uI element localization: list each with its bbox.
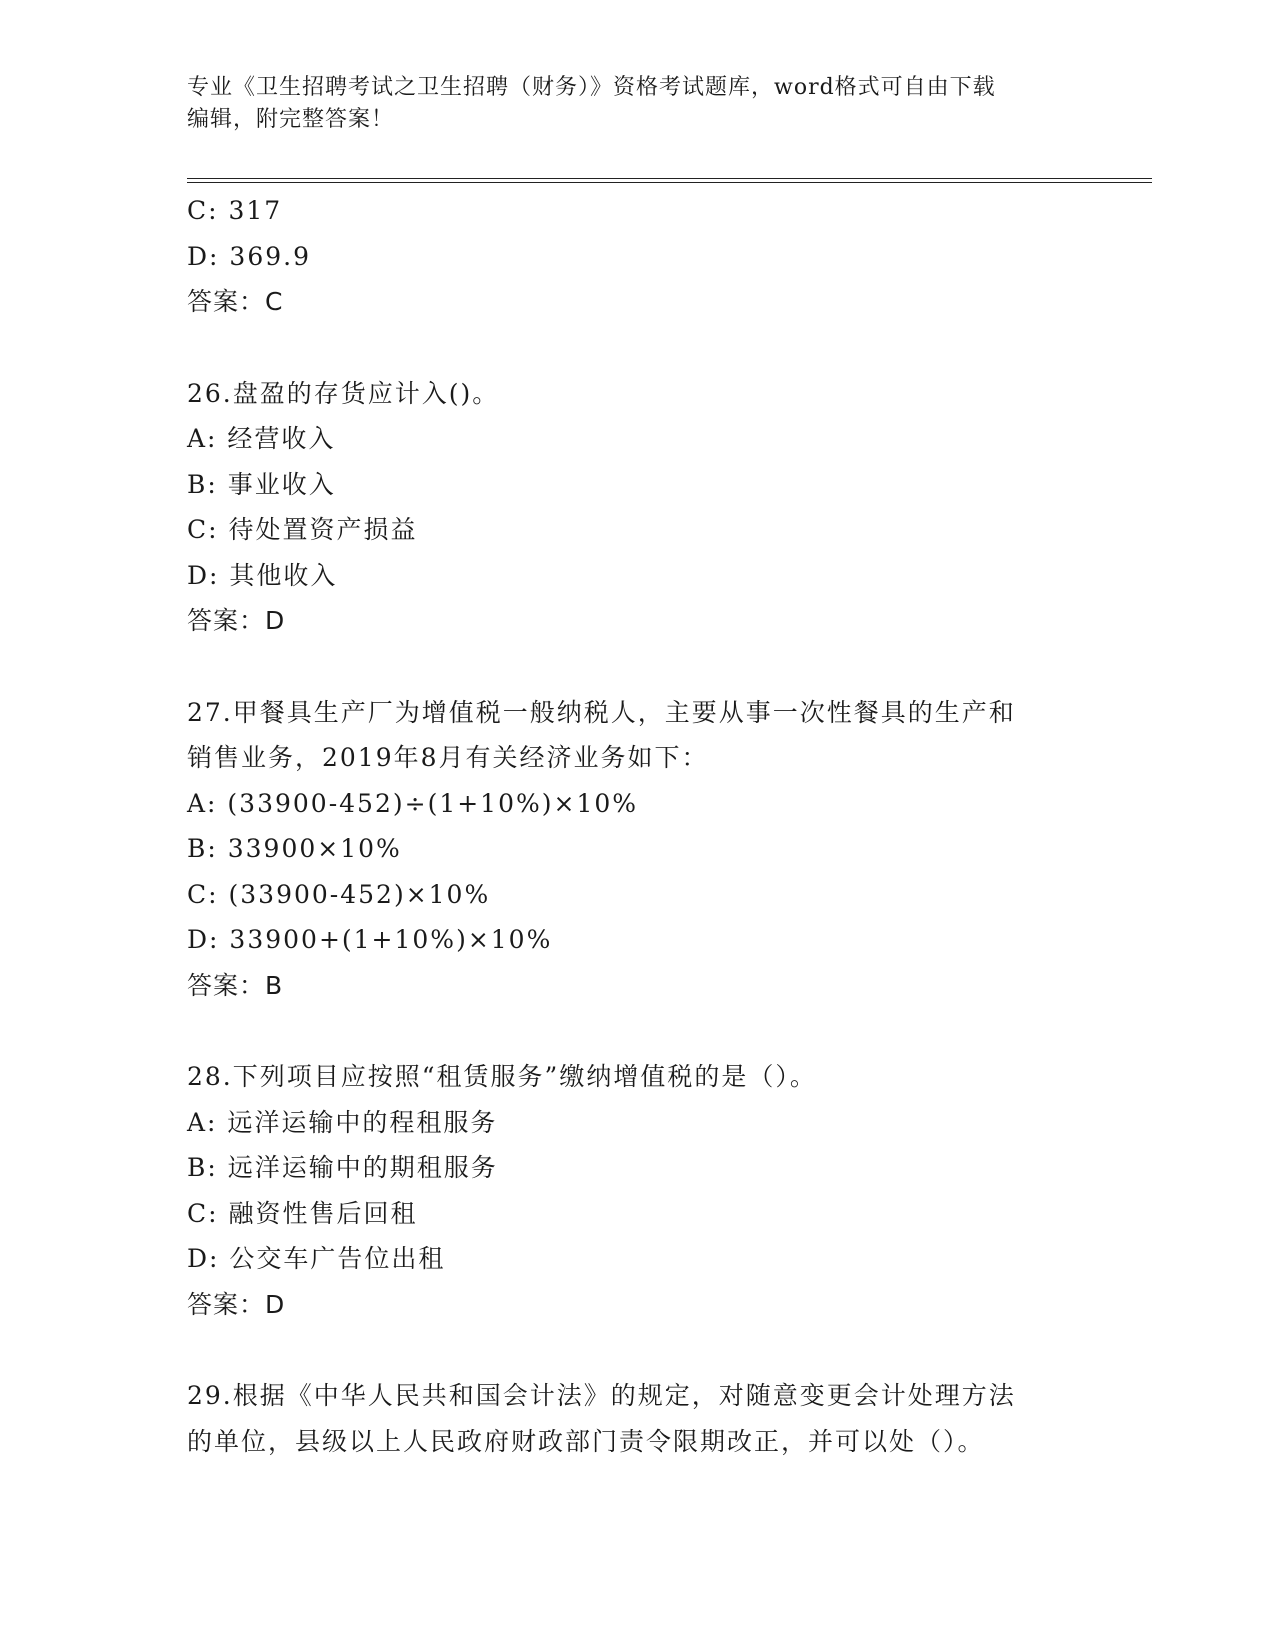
option-b: B: 远洋运输中的期租服务 bbox=[187, 1153, 498, 1182]
question-stem-line-2: 销售业务，2019年8月有关经济业务如下： bbox=[187, 743, 709, 772]
option-d: D: 其他收入 bbox=[187, 560, 338, 590]
question-26 bbox=[187, 371, 1087, 644]
answer-line: 答案：C bbox=[187, 287, 284, 316]
answer-line: 答案：B bbox=[187, 970, 284, 1000]
header-line-2: 编辑，附完整答案！ bbox=[187, 107, 395, 132]
option-d: D: 33900+(1+10%)×10% bbox=[187, 925, 553, 954]
question-28 bbox=[187, 1054, 1087, 1327]
option-c: C: 317 bbox=[187, 196, 283, 225]
question-29 bbox=[187, 1373, 1087, 1464]
spacer bbox=[187, 325, 1087, 371]
question-list bbox=[187, 188, 1087, 1464]
option-d: D: 公交车广告位出租 bbox=[187, 1244, 446, 1273]
option-d: D: 369.9 bbox=[187, 241, 311, 271]
question-stem: 28.下列项目应按照“租赁服务”缴纳增值税的是（）。 bbox=[187, 1062, 817, 1091]
header-line-1: 专业《卫生招聘考试之卫生招聘（财务）》资格考试题库，word格式可自由下载 bbox=[187, 75, 996, 100]
option-c: C: 融资性售后回租 bbox=[187, 1198, 418, 1228]
question-27 bbox=[187, 690, 1087, 1009]
question-stem: 26.盘盈的存货应计入()。 bbox=[187, 378, 500, 408]
header-divider-bottom bbox=[187, 182, 1152, 183]
option-a: A: 经营收入 bbox=[187, 424, 336, 453]
option-a: A: 远洋运输中的程租服务 bbox=[187, 1107, 498, 1137]
spacer bbox=[187, 644, 1087, 690]
document-header bbox=[187, 72, 1087, 136]
spacer bbox=[187, 1327, 1087, 1373]
option-a: A: (33900-452)÷(1+10%)×10% bbox=[187, 788, 639, 818]
question-stem-line-1: 29.根据《中华人民共和国会计法》的规定，对随意变更会计处理方法 bbox=[187, 1381, 1016, 1410]
spacer bbox=[187, 1008, 1087, 1054]
question-stem-line-2: 的单位，县级以上人民政府财政部门责令限期改正，并可以处（）。 bbox=[187, 1426, 985, 1456]
question-25-tail bbox=[187, 188, 1087, 325]
option-b: B: 事业收入 bbox=[187, 469, 336, 499]
option-c: C: (33900-452)×10% bbox=[187, 879, 491, 909]
answer-line: 答案：D bbox=[187, 1289, 286, 1319]
header-divider-top bbox=[187, 178, 1152, 179]
option-b: B: 33900×10% bbox=[187, 834, 402, 863]
question-stem-line-1: 27.甲餐具生产厂为增值税一般纳税人，主要从事一次性餐具的生产和 bbox=[187, 697, 1016, 727]
option-c: C: 待处置资产损益 bbox=[187, 515, 418, 544]
answer-line: 答案：D bbox=[187, 606, 286, 635]
